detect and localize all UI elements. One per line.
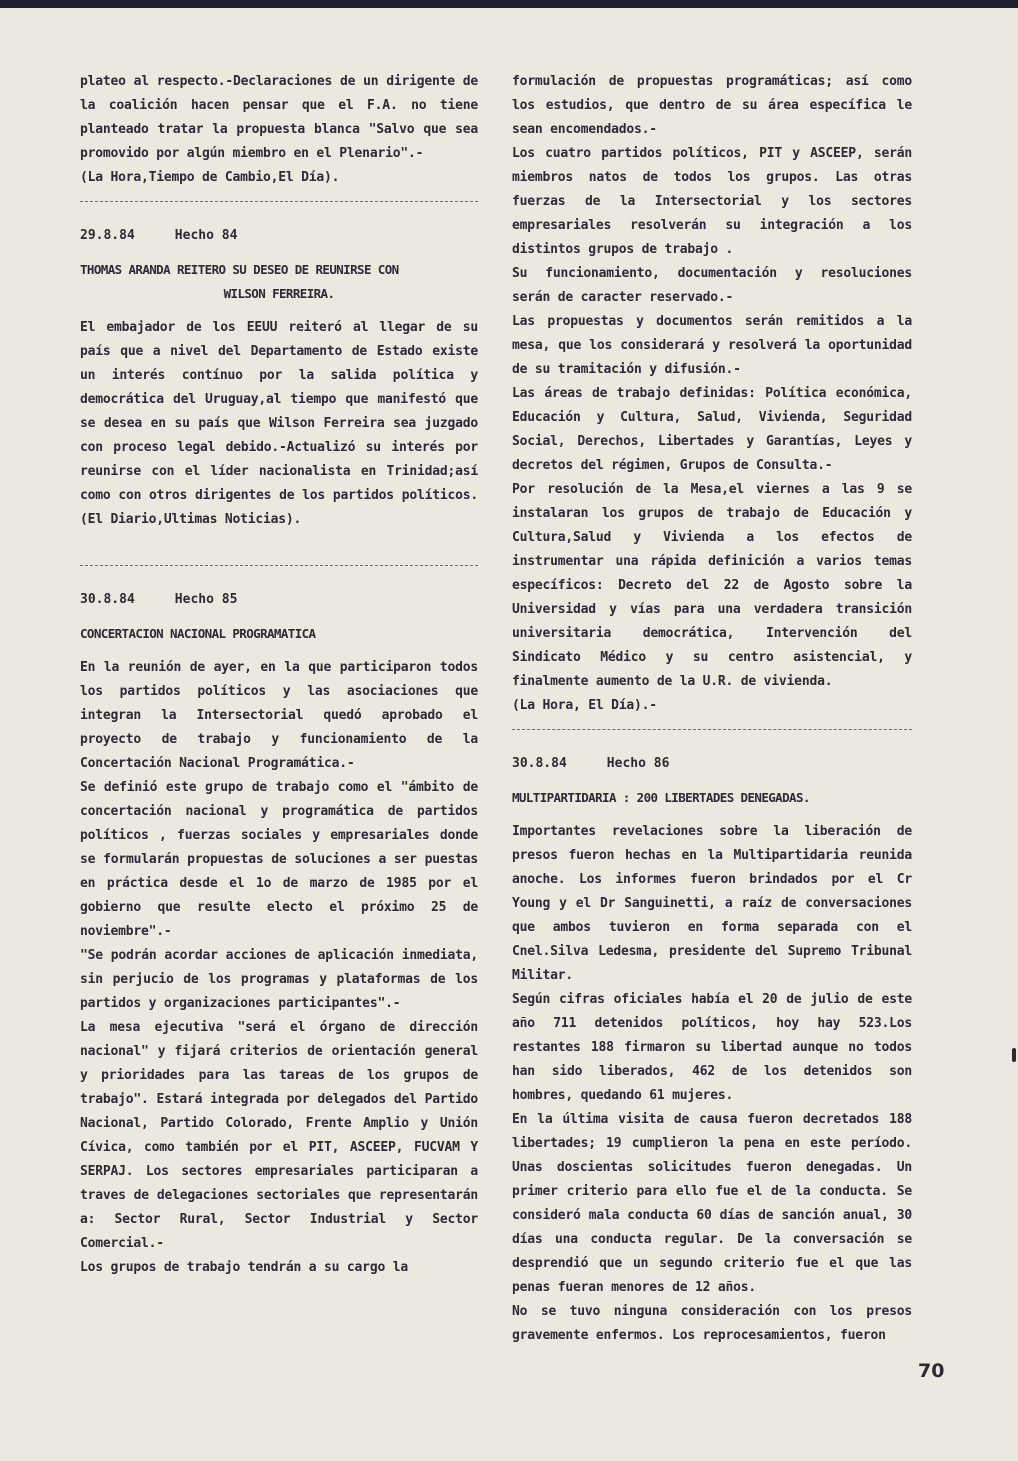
hecho-86-paragraph-3: En la última visita de causa fueron decretados 188 libertades; 19 cumplieron la pena en este período. Unas doscientas solicitudes fueron denegadas. Un primer criterio para ello fue el de la conducta. Se consideró mala conducta 60 días de sanción anual, 30 días una conducta regular. De la conversación se desprendió que un segundo criterio fue el que las penas fueran menores de 12 años.: [512, 1112, 912, 1295]
continuation-source: (La Hora, El Día).-: [512, 698, 657, 713]
hecho-85-title: CONCERTACION NACIONAL PROGRAMATICA: [80, 626, 316, 641]
intro-source: (La Hora,Tiempo de Cambio,El Día).: [80, 170, 340, 185]
continuation-paragraph-1: formulación de propuestas programáticas; así como los estudios, que dentro de su área específica le sean encomendados.-: [512, 74, 912, 137]
hecho-84-date: 29.8.84: [80, 228, 135, 243]
hecho-86-header: [512, 752, 912, 776]
hecho-86-title: MULTIPARTIDARIA : 200 LIBERTADES DENEGADAS.: [512, 790, 810, 805]
hecho-85-paragraph-5: Los grupos de trabajo tendrán a su cargo la: [80, 1260, 408, 1275]
hecho-85-label: Hecho 85: [174, 592, 238, 607]
page-number: 70: [918, 1360, 945, 1382]
continuation-paragraph-6: Por resolución de la Mesa,el viernes a las 9 se instalaran los grupos de trabajo de Educación y Cultura,Salud y Vivienda a los efectos de instrumentar una rápida definición a varios temas específicos: Decreto del 22 de Agosto sobre la Universidad y vías para una verdadera transición universitaria democrática, Intervención del Sindicato Médico y su centro asistencial, y finalmente aumento de la U.R. de vivienda.: [512, 482, 912, 689]
hecho-84-title: THOMAS ARANDA REITERO SU DESEO DE REUNIRSE CON: [80, 262, 399, 277]
hecho-86-paragraph-2: Según cifras oficiales había el 20 de julio de este año 711 detenidos políticos, hoy hay 523.Los restantes 188 firmaron su libertad aunque no todos han sido liberados, 462 de los detenidos son hombres, quedando 61 mujeres.: [512, 992, 912, 1103]
hecho-84-body: El embajador de los EEUU reiteró al llegar de su país que a nivel del Departamento de Estado existe un interés contínuo por la salida política y democrática del Uruguay,al tiempo que manifestó que se desea en su país que Wilson Ferreira sea juzgado con proceso legal debido.-Actualizó su interés por reunirse con el líder nacionalista en Trinidad;así como con otros dirigentes de los partidos políticos. (El Diario,Ultimas Noticias).: [80, 320, 478, 527]
top-border: [0, 0, 1018, 8]
hecho-85-date: 30.8.84: [80, 592, 135, 607]
hecho-85-header: [80, 588, 478, 612]
hecho-86-paragraph-1: Importantes revelaciones sobre la liberación de presos fueron hechas en la Multipartidaria reunida anoche. Los informes fueron brindados por el Cr Young y el Dr Sanguinetti, a raíz de conversaciones que ambos tuvieron en forma separada con el Cnel.Silva Ledesma, presidente del Supremo Tribunal Militar.: [512, 824, 912, 983]
hecho-86-label: Hecho 86: [606, 756, 670, 771]
continuation-paragraph-4: Las propuestas y documentos serán remitidos a la mesa, que los considerará y resolverá la oportunidad de su tramitación y difusión.-: [512, 314, 912, 377]
intro-paragraph: plateo al respecto.-Declaraciones de un dirigente de la coalición hacen pensar que el F.A. no tiene planteado tratar la propuesta blanca "Salvo que sea promovido por algún miembro en el Plenario".-: [80, 74, 478, 161]
hecho-85-paragraph-1: En la reunión de ayer, en la que participaron todos los partidos políticos y las asociaciones que integran la Intersectorial quedó aprobado el proyecto de trabajo y funcionamiento de la Concertación Nacional Programática.-: [80, 660, 478, 771]
continuation-paragraph-5: Las áreas de trabajo definidas: Política económica, Educación y Cultura, Salud, Vivienda, Seguridad Social, Derechos, Libertades y Garantías, Leyes y decretos del régimen, Grupos de Consulta.-: [512, 386, 912, 473]
hecho-84-header: [80, 224, 478, 248]
right-column: [512, 70, 912, 1348]
left-column: [80, 70, 478, 1280]
hecho-85-paragraph-4: La mesa ejecutiva "será el órgano de dirección nacional" y fijará criterios de orientación general y prioridades para las tareas de los grupos de trabajo". Estará integrada por delegados del Partido Nacional, Partido Colorado, Frente Amplio y Unión Cívica, como también por el PIT, ASCEEP, FUCVAM Y SERPAJ. Los sectores empresariales participaran a traves de delegaciones sectoriales que representarán a: Sector Rural, Sector Industrial y Sector Comercial.-: [80, 1020, 478, 1251]
continuation-paragraph-2: Los cuatro partidos políticos, PIT y ASCEEP, serán miembros natos de todos los grupos. Las otras fuerzas de la Intersectorial y los sectores empresariales resolverán su integración a los distintos grupos de trabajo .: [512, 146, 912, 257]
separator: [80, 565, 478, 566]
hecho-86-paragraph-4: No se tuvo ninguna consideración con los presos gravemente enfermos. Los reprocesamientos, fueron: [512, 1304, 912, 1343]
hecho-84-title-2: WILSON FERREIRA.: [223, 286, 335, 301]
hecho-84-label: Hecho 84: [174, 228, 238, 243]
separator: [80, 201, 478, 202]
margin-mark: [1012, 1048, 1016, 1062]
separator: [512, 729, 912, 730]
continuation-paragraph-3: Su funcionamiento, documentación y resoluciones serán de caracter reservado.-: [512, 266, 912, 305]
hecho-85-paragraph-3: "Se podrán acordar acciones de aplicación inmediata, sin perjucio de los programas y plataformas de los partidos y organizaciones participantes".-: [80, 948, 478, 1011]
hecho-85-paragraph-2: Se definió este grupo de trabajo como el "ámbito de concertación nacional y programática de partidos políticos , fuerzas sociales y empresariales donde se formularán propuestas de soluciones a ser puestas en práctica desde el 1o de marzo de 1985 por el gobierno que resulte electo el próximo 25 de noviembre".-: [80, 780, 478, 939]
hecho-86-date: 30.8.84: [512, 756, 567, 771]
